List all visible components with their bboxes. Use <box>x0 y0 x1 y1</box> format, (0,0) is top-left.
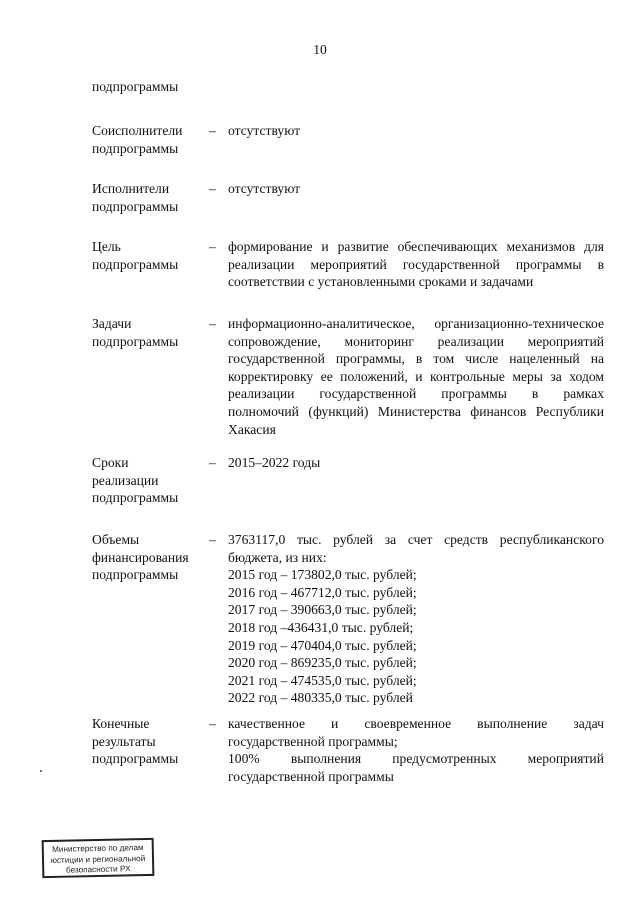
row-label <box>92 454 209 507</box>
row-value <box>228 715 604 785</box>
row-label <box>92 315 209 438</box>
row-value <box>228 180 604 215</box>
row-value <box>228 122 604 157</box>
value-line: 2015–2022 годы <box>228 455 321 470</box>
value-line: соответствии с установленными сроками и задачами <box>228 274 534 290</box>
row-label <box>92 180 209 215</box>
label-line: подпрограммы <box>92 567 179 583</box>
label-line: подпрограммы <box>92 140 179 156</box>
row-executors <box>92 180 604 215</box>
row-results <box>92 715 604 785</box>
funding-year-line: 2017 год – 390663,0 тыс. рублей; <box>228 602 417 618</box>
label-line: подпрограммы <box>92 256 179 272</box>
dash: – <box>209 181 216 196</box>
row-label <box>92 715 209 785</box>
value-line: качественное и своевременное выполнение задач <box>228 716 604 731</box>
dash: – <box>209 316 216 331</box>
row-tasks <box>92 315 604 438</box>
label-line: Исполнители <box>92 181 170 196</box>
label-line: подпрограммы <box>92 198 179 214</box>
dash: – <box>209 455 216 470</box>
value-line: государственной программы; <box>228 733 398 749</box>
dash: – <box>209 532 216 547</box>
row-value <box>228 238 604 291</box>
label-line: Цель <box>92 239 121 254</box>
label-line: Задачи <box>92 316 132 331</box>
label-line: Объемы <box>92 532 140 547</box>
row-co-executors <box>92 122 604 157</box>
dash: – <box>209 716 216 731</box>
value-line: 100% выполнения предусмотренных мероприятий <box>228 751 604 767</box>
value-line: информационно-аналитическое, организационно-техническое <box>228 316 604 331</box>
scan-speck <box>40 770 42 772</box>
row-value <box>228 531 604 707</box>
funding-year-line: 2018 год –436431,0 тыс. рублей; <box>228 619 414 635</box>
label-line: Конечные <box>92 716 150 731</box>
dash: – <box>209 239 216 254</box>
funding-year-line: 2016 год – 467712,0 тыс. рублей; <box>228 584 417 600</box>
stamp-line: юстиции и региональной <box>50 853 146 865</box>
top-fragment-label: подпрограммы <box>92 79 179 94</box>
row-timeline <box>92 454 604 507</box>
top-fragment-row <box>92 78 604 96</box>
value-line: полномочий (функций) Министерства финансов Республики <box>228 403 604 419</box>
funding-year-line: 2015 год – 173802,0 тыс. рублей; <box>228 567 417 583</box>
funding-year-line: 2021 год – 474535,0 тыс. рублей; <box>228 672 417 688</box>
value-line: бюджета, из них: <box>228 549 327 565</box>
label-line: Соисполнители <box>92 123 183 138</box>
stamp-line: безопасности РХ <box>65 864 131 875</box>
label-line: результаты <box>92 733 156 749</box>
label-line: Сроки <box>92 455 129 470</box>
funding-year-line: 2022 год – 480335,0 тыс. рублей <box>228 690 413 706</box>
row-label <box>92 531 209 707</box>
funding-year-line: 2019 год – 470404,0 тыс. рублей; <box>228 637 417 653</box>
ministry-stamp <box>42 838 155 878</box>
row-label <box>92 122 209 157</box>
row-goal <box>92 238 604 291</box>
stamp-line: Министерство по делам <box>51 843 144 854</box>
value-line: 3763117,0 тыс. рублей за счет средств республиканского <box>228 532 604 547</box>
dash: – <box>209 123 216 138</box>
label-line: подпрограммы <box>92 333 179 349</box>
funding-year-line: 2020 год – 869235,0 тыс. рублей; <box>228 655 417 671</box>
value-line: Хакасия <box>228 421 276 437</box>
label-line: подпрограммы <box>92 751 179 767</box>
label-line: финансирования <box>92 549 189 565</box>
value-line: отсутствуют <box>228 123 301 138</box>
value-line: сопровождение, мониторинг реализации мероприятий <box>228 333 604 349</box>
row-label <box>92 238 209 291</box>
label-line: реализации <box>92 472 159 488</box>
label-line: подпрограммы <box>92 490 179 506</box>
page-number: 10 <box>313 42 327 57</box>
row-value <box>228 315 604 438</box>
value-line: формирование и развитие обеспечивающих механизмов для <box>228 239 604 254</box>
value-line: корректировку ее положений, и контрольные меры за ходом <box>228 368 604 384</box>
value-line: отсутствуют <box>228 181 301 196</box>
value-line: государственной программы <box>228 768 394 784</box>
value-line: реализации государственной программы в рамках <box>228 386 604 402</box>
row-funding <box>92 531 604 707</box>
value-line: государственной программы, в том числе нацеленный на <box>228 351 604 367</box>
value-line: реализации мероприятий государственной программы в <box>228 256 604 272</box>
row-value <box>228 454 604 507</box>
